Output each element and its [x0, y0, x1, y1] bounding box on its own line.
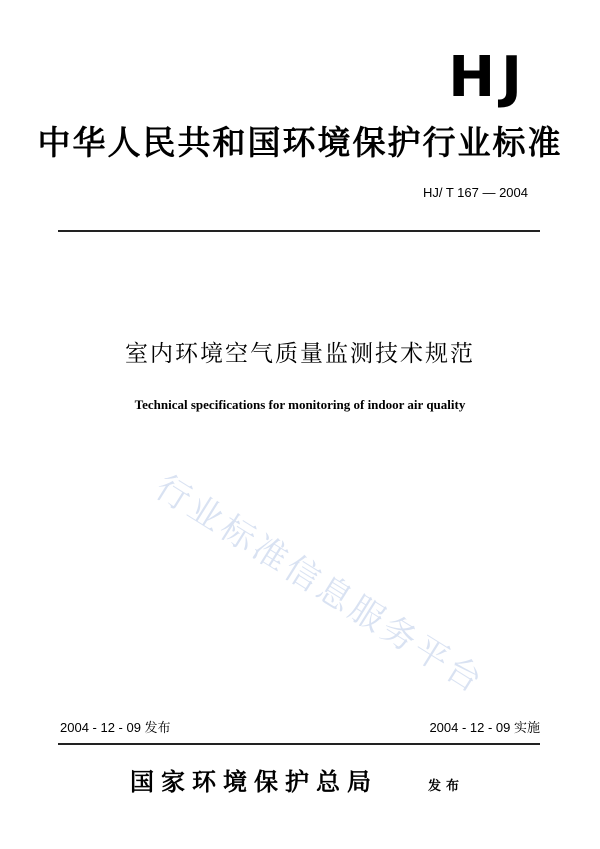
standard-code: HJ/ T 167 — 2004	[422, 185, 528, 200]
publish-label: 发布	[428, 779, 465, 794]
implementation-date: 2004 - 12 - 09 实施	[429, 720, 540, 735]
issue-date: 2004 - 12 - 09 发布	[60, 720, 171, 735]
watermark: 行业标准信息服务平台	[148, 467, 492, 703]
publisher-name: 国家环境保护总局	[130, 768, 378, 796]
bottom-divider	[58, 743, 540, 745]
document-title-chinese: 室内环境空气质量监测技术规范	[125, 341, 475, 367]
top-divider	[58, 230, 540, 232]
hj-logo: HJ	[448, 45, 528, 110]
document-title-english: Technical specifications for monitoring of indoor air quality	[134, 397, 466, 412]
standard-body-title: 中华人民共和国环境保护行业标准	[37, 123, 563, 162]
